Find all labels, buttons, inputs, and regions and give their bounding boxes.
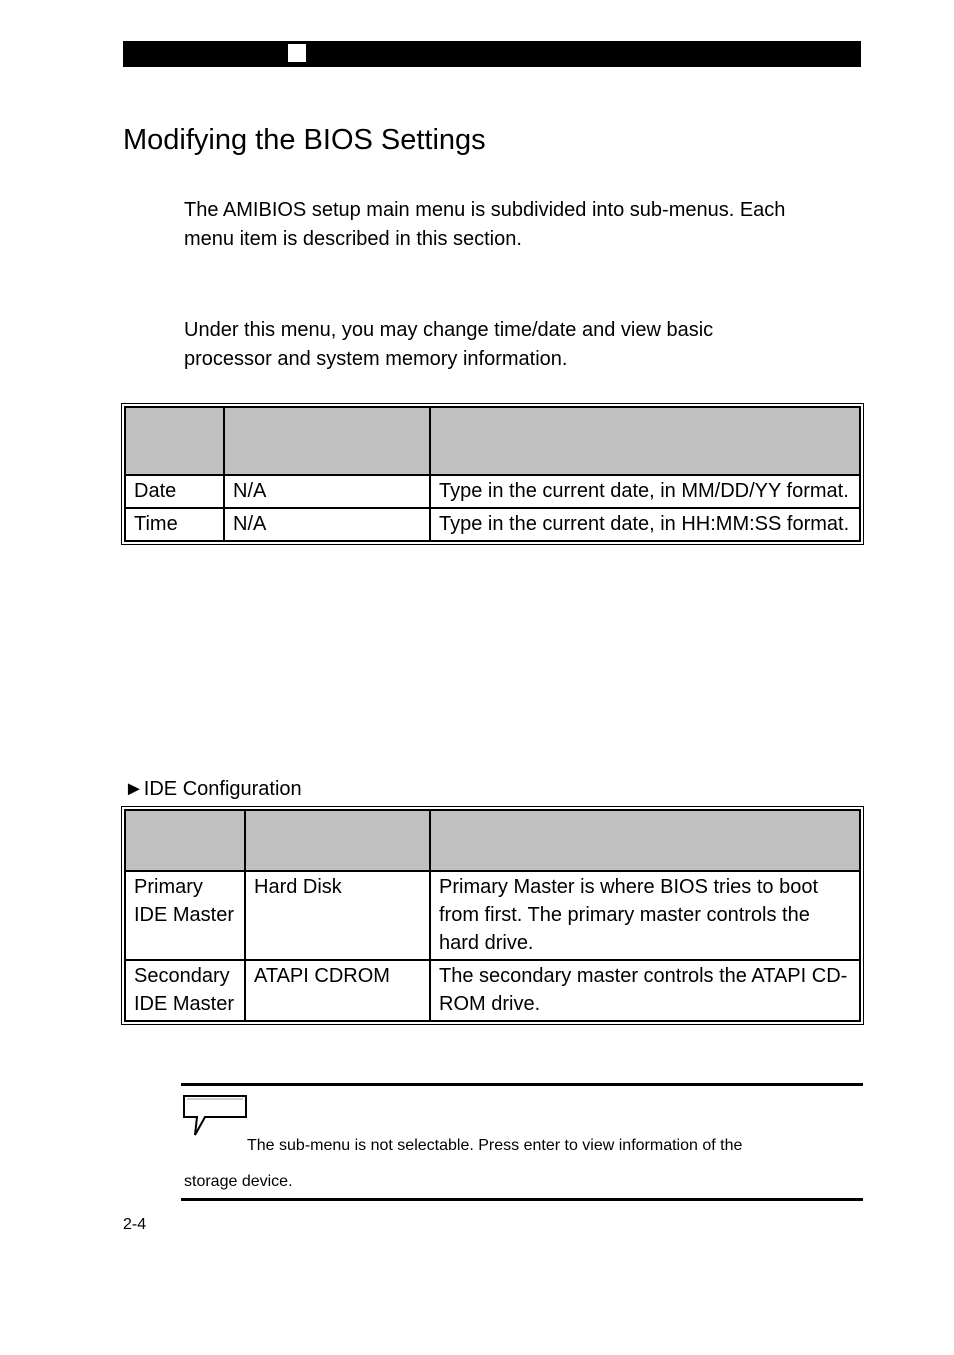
value-cell: N/A bbox=[224, 508, 430, 541]
table-header-row bbox=[125, 810, 860, 871]
page-title: Modifying the BIOS Settings bbox=[123, 124, 486, 156]
description-cell: The secondary master controls the ATAPI CD-ROM drive. bbox=[430, 960, 860, 1021]
table-row bbox=[125, 475, 860, 508]
note-text-line2: storage device. bbox=[184, 1173, 293, 1190]
value-cell: N/A bbox=[224, 475, 430, 508]
page-number: 2-4 bbox=[123, 1216, 147, 1233]
main-menu-description: Under this menu, you may change time/date and view basic processor and system memory information. bbox=[184, 319, 714, 370]
table-row bbox=[125, 508, 860, 541]
table-header-row bbox=[125, 407, 860, 475]
item-cell: Date bbox=[125, 475, 224, 508]
description-cell: Type in the current date, in MM/DD/YY format. bbox=[430, 475, 860, 508]
header-cell bbox=[125, 810, 245, 871]
header-cell bbox=[430, 810, 860, 871]
note-text-line1: The sub-menu is not selectable. Press enter to view information of the bbox=[247, 1137, 743, 1154]
item-cell: Time bbox=[125, 508, 224, 541]
main-menu-table bbox=[121, 403, 864, 545]
table-row bbox=[125, 960, 860, 1021]
header-cell bbox=[245, 810, 430, 871]
header-cell bbox=[224, 407, 430, 475]
item-cell: Secondary IDE Master bbox=[125, 960, 245, 1021]
table-row bbox=[125, 871, 860, 960]
value-cell: Hard Disk bbox=[245, 871, 430, 960]
description-cell: Primary Master is where BIOS tries to boot from first. The primary master controls the hard drive. bbox=[430, 871, 860, 960]
ide-configuration-table bbox=[121, 806, 864, 1025]
header-cell bbox=[430, 407, 860, 475]
header-cell bbox=[125, 407, 224, 475]
description-cell: Type in the current date, in HH:MM:SS format. bbox=[430, 508, 860, 541]
header-square-mark bbox=[288, 44, 306, 62]
item-cell: Primary IDE Master bbox=[125, 871, 245, 960]
note-bottom-rule bbox=[181, 1198, 863, 1201]
header-bar bbox=[123, 41, 861, 67]
value-cell: ATAPI CDROM bbox=[245, 960, 430, 1021]
speech-bubble-icon bbox=[183, 1095, 249, 1139]
intro-paragraph: The AMIBIOS setup main menu is subdivided into sub-menus. Each menu item is described in this section. bbox=[184, 199, 786, 250]
ide-configuration-label: ►IDE Configuration bbox=[124, 778, 302, 800]
note-top-rule bbox=[181, 1083, 863, 1086]
